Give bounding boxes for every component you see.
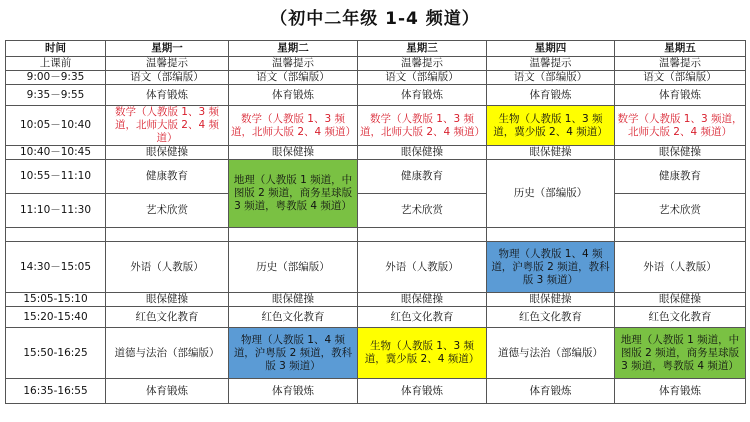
table-row [6,106,746,146]
schedule-cell: 健康教育 [106,160,229,194]
empty-cell [106,228,229,242]
schedule-cell: 红色文化教育 [487,307,615,328]
table-row [6,85,746,106]
physics-cell: 物理（人教版 1、4 频道，沪粤版 2 频道，教科版 3 频道） [229,328,358,379]
schedule-cell: 艺术欣赏 [358,194,487,228]
schedule-cell: 温馨提示 [615,57,746,71]
empty-cell [229,228,358,242]
schedule-cell: 道德与法治（部编版） [487,328,615,379]
physics-cell: 物理（人教版 1、4 频道，沪粤版 2 频道，教科版 3 频道） [487,242,615,293]
time-cell: 10:55－11:10 [6,160,106,194]
table-row [6,146,746,160]
blank-row [6,228,746,242]
table-row [6,160,746,194]
schedule-cell: 体育锻炼 [615,379,746,404]
biology-cell: 生物（人教版 1、3 频道，冀少版 2、4 频道） [358,328,487,379]
schedule-cell: 眼保健操 [487,146,615,160]
schedule-cell: 健康教育 [615,160,746,194]
schedule-cell: 语文（部编版） [229,71,358,85]
table-row [6,194,746,228]
header-monday: 星期一 [106,41,229,57]
math-cell: 数学（人教版 1、3 频道，北师大版 2、4 频道） [358,106,487,146]
schedule-cell: 体育锻炼 [358,85,487,106]
empty-cell [6,228,106,242]
table-row [6,307,746,328]
time-cell: 11:10－11:30 [6,194,106,228]
schedule-cell: 语文（部编版） [358,71,487,85]
schedule-cell: 红色文化教育 [229,307,358,328]
schedule-cell: 体育锻炼 [487,379,615,404]
header-friday: 星期五 [615,41,746,57]
math-cell: 数学（人教版 1、3 频道，北师大版 2、4 频道） [106,106,229,146]
empty-cell [615,228,746,242]
table-row [6,57,746,71]
table-row [6,293,746,307]
time-cell: 10:05－10:40 [6,106,106,146]
schedule-cell: 眼保健操 [358,293,487,307]
header-wednesday: 星期三 [358,41,487,57]
header-thursday: 星期四 [487,41,615,57]
header-time: 时间 [6,41,106,57]
schedule-cell: 外语（人教版） [615,242,746,293]
schedule-cell: 眼保健操 [358,146,487,160]
schedule-cell: 温馨提示 [229,57,358,71]
schedule-cell: 眼保健操 [615,146,746,160]
time-cell: 15:05-15:10 [6,293,106,307]
table-row [6,379,746,404]
time-cell: 15:20-15:40 [6,307,106,328]
time-cell: 14:30－15:05 [6,242,106,293]
schedule-cell: 外语（人教版） [106,242,229,293]
table-row [6,242,746,293]
schedule-cell: 语文（部编版） [615,71,746,85]
schedule-cell: 道德与法治（部编版） [106,328,229,379]
schedule-table [5,40,746,404]
header-tuesday: 星期二 [229,41,358,57]
schedule-cell: 温馨提示 [358,57,487,71]
biology-cell: 生物（人教版 1、3 频道，冀少版 2、4 频道） [487,106,615,146]
schedule-cell: 历史（部编版） [229,242,358,293]
table-row [6,328,746,379]
schedule-cell: 艺术欣赏 [106,194,229,228]
schedule-cell: 艺术欣赏 [615,194,746,228]
schedule-cell: 外语（人教版） [358,242,487,293]
schedule-cell: 温馨提示 [106,57,229,71]
schedule-cell: 体育锻炼 [229,85,358,106]
schedule-cell: 体育锻炼 [615,85,746,106]
schedule-cell: 眼保健操 [615,293,746,307]
time-cell: 16:35-16:55 [6,379,106,404]
time-cell: 15:50-16:25 [6,328,106,379]
schedule-cell: 红色文化教育 [358,307,487,328]
header-row [6,41,746,57]
schedule-cell: 体育锻炼 [487,85,615,106]
schedule-cell: 体育锻炼 [358,379,487,404]
math-cell: 数学（人教版 1、3 频道，北师大版 2、4 频道） [229,106,358,146]
schedule-title: （初中二年级 1-4 频道） [270,9,480,29]
schedule-cell: 眼保健操 [106,293,229,307]
schedule-cell: 眼保健操 [487,293,615,307]
schedule-cell: 眼保健操 [106,146,229,160]
schedule-cell: 红色文化教育 [615,307,746,328]
time-cell: 9:00－9:35 [6,71,106,85]
schedule-cell: 眼保健操 [229,293,358,307]
schedule-cell: 健康教育 [358,160,487,194]
empty-cell [358,228,487,242]
table-row [6,71,746,85]
time-cell: 10:40－10:45 [6,146,106,160]
schedule-cell: 体育锻炼 [229,379,358,404]
schedule-cell: 体育锻炼 [106,85,229,106]
time-cell: 上课前 [6,57,106,71]
time-cell: 9:35－9:55 [6,85,106,106]
geography-cell: 地理（人教版 1 频道，中图版 2 频道，商务星球版 3 频道，粤教版 4 频道） [229,160,358,228]
math-cell: 数学（人教版 1、3 频道，北师大版 2、4 频道） [615,106,746,146]
schedule-cell: 眼保健操 [229,146,358,160]
schedule-cell: 温馨提示 [487,57,615,71]
geography-cell: 地理（人教版 1 频道，中图版 2 频道，商务星球版 3 频道，粤教版 4 频道） [615,328,746,379]
schedule-cell: 红色文化教育 [106,307,229,328]
schedule-cell: 语文（部编版） [106,71,229,85]
history-cell: 历史（部编版） [487,160,615,228]
schedule-cell: 语文（部编版） [487,71,615,85]
schedule-cell: 体育锻炼 [106,379,229,404]
empty-cell [487,228,615,242]
